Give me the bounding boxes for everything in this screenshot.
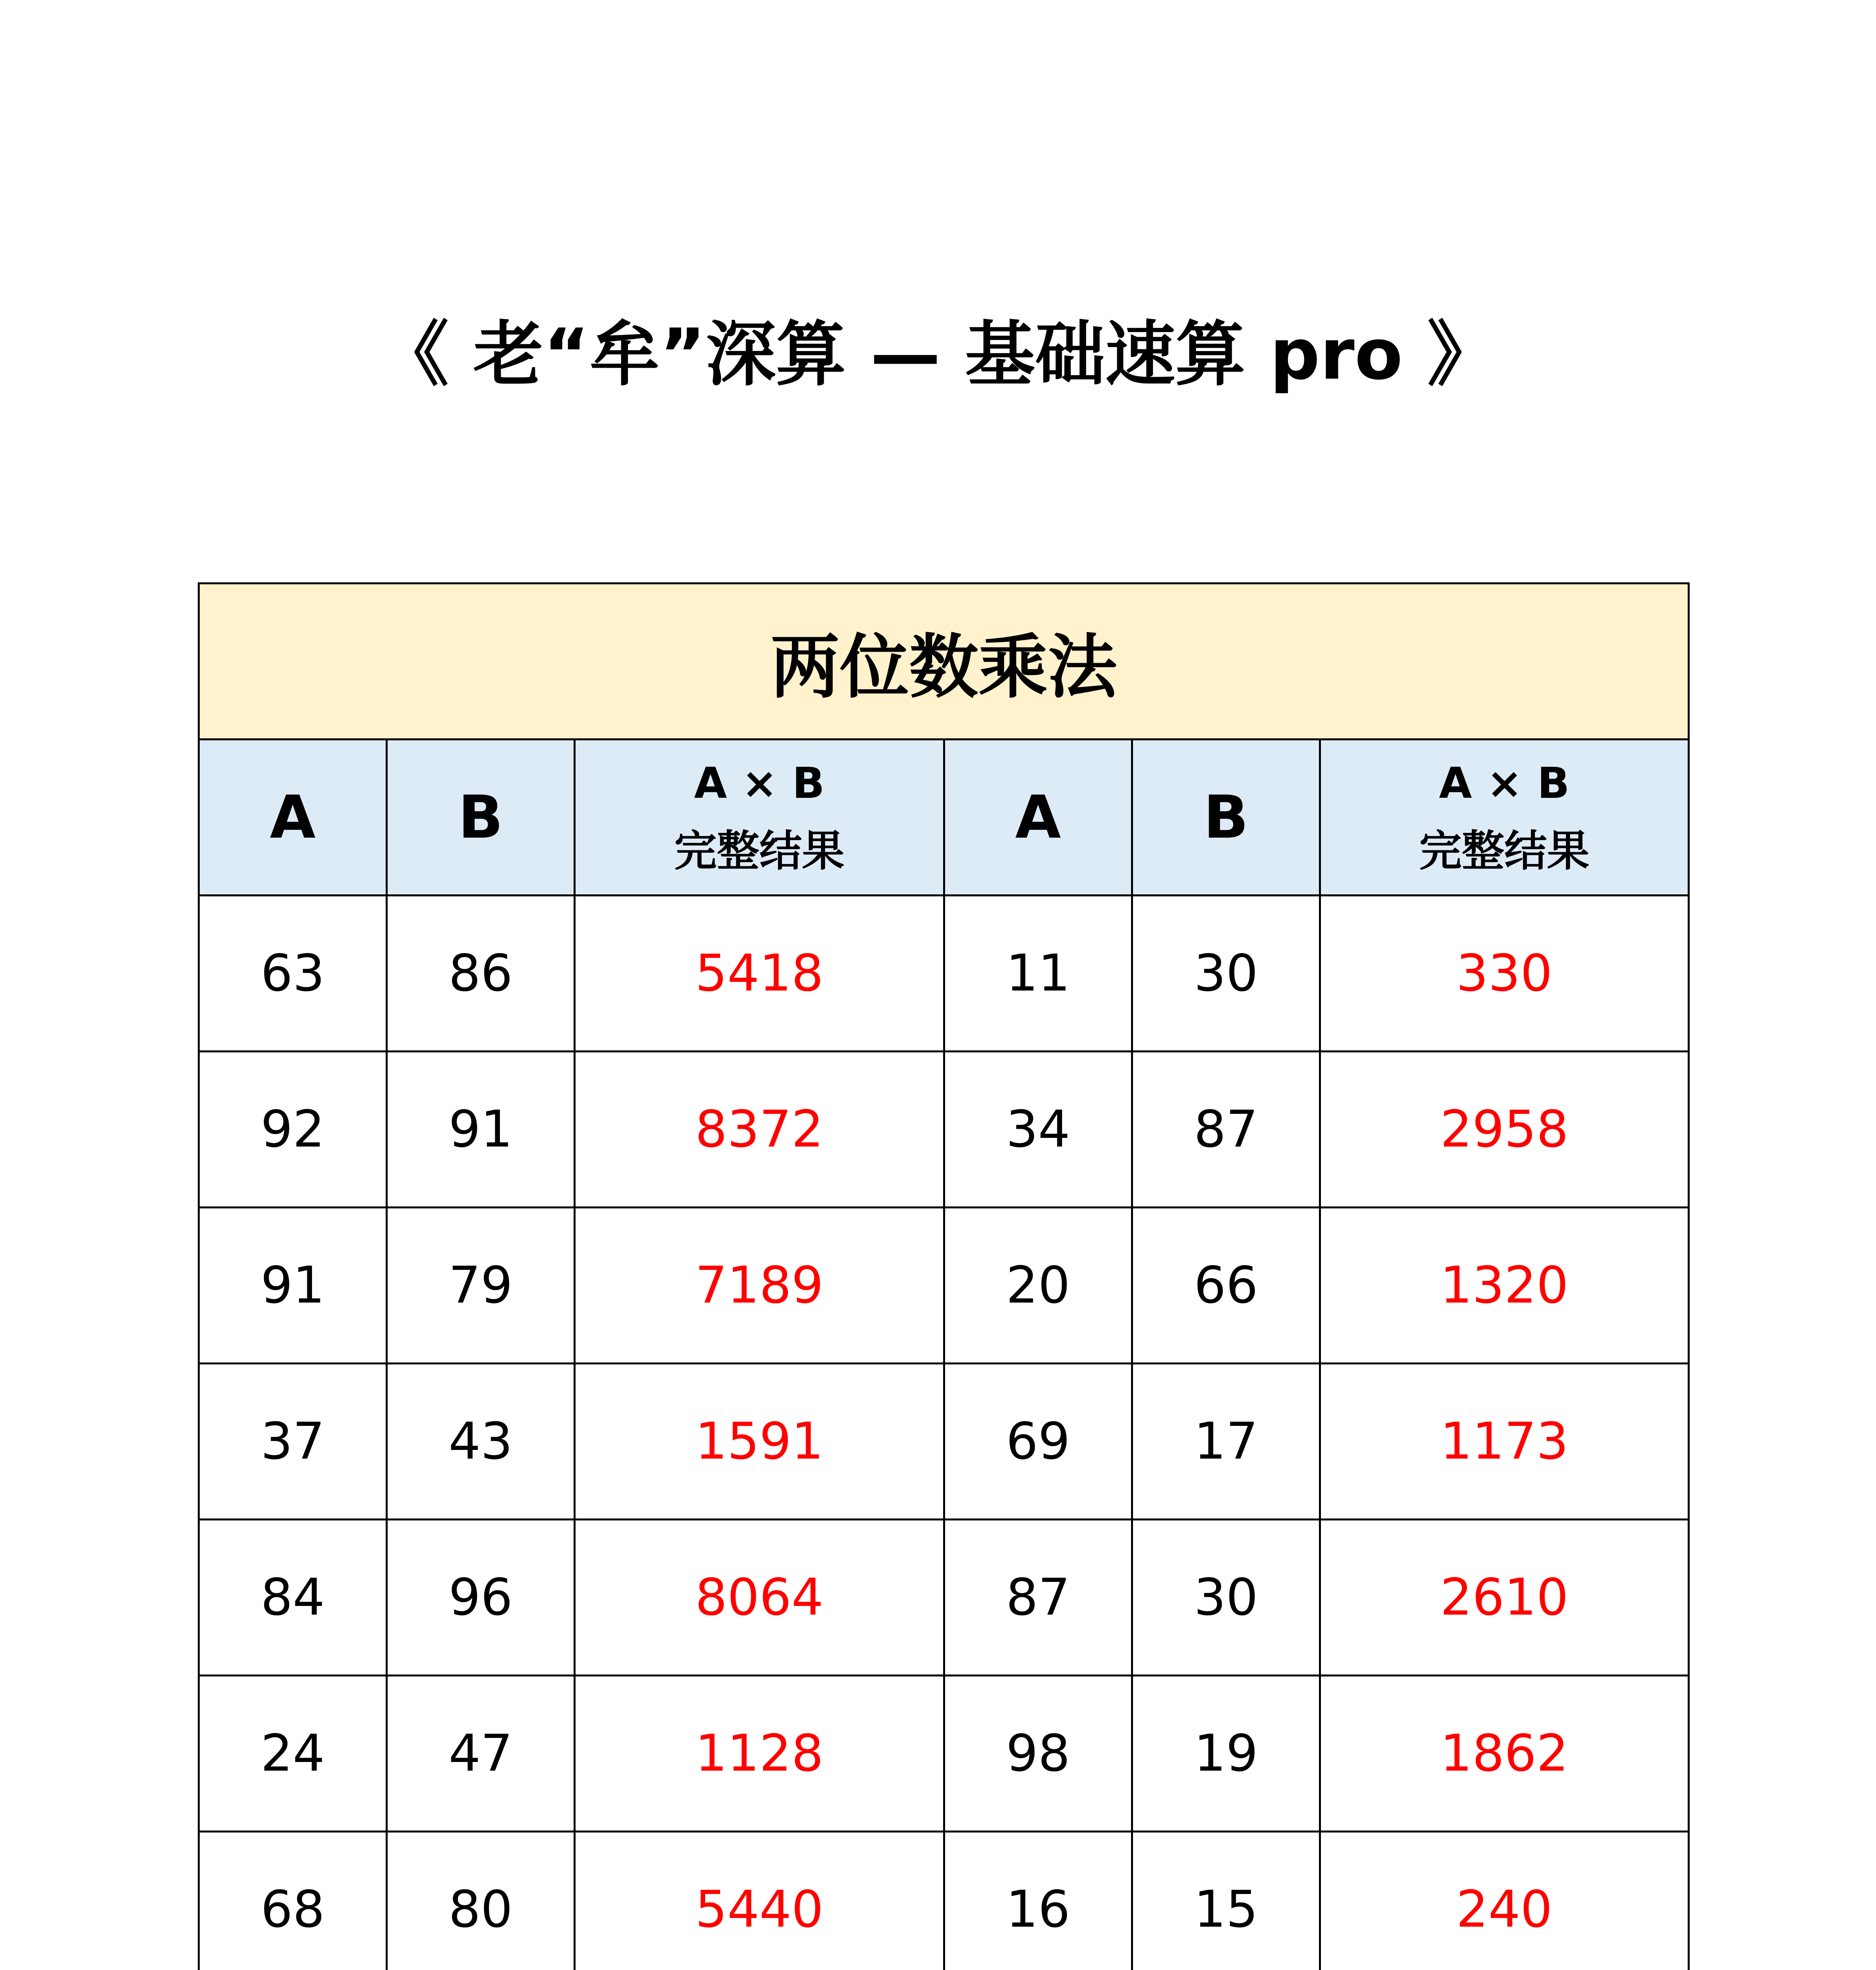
cell-a-left: 92 xyxy=(199,1052,387,1208)
table-row xyxy=(199,1676,1689,1832)
cell-product-right: 330 xyxy=(1320,896,1689,1052)
table-banner: 两位数乘法 xyxy=(199,584,1689,740)
cell-a-left: 24 xyxy=(199,1676,387,1832)
cell-a-left: 63 xyxy=(199,896,387,1052)
page-title: 《 老“牟”深算 — 基础速算 pro 》 xyxy=(379,314,1497,395)
header-product-right-formula: A × B xyxy=(1439,758,1570,808)
table-row xyxy=(199,1832,1689,1970)
cell-a-left: 91 xyxy=(199,1208,387,1364)
cell-product-right: 2958 xyxy=(1320,1052,1689,1208)
cell-b-left: 80 xyxy=(387,1832,575,1970)
table-row xyxy=(199,1364,1689,1520)
cell-product-right: 240 xyxy=(1320,1832,1689,1970)
cell-product-left: 8372 xyxy=(575,1052,944,1208)
cell-a-right: 34 xyxy=(944,1052,1132,1208)
header-product-right-caption: 完整结果 xyxy=(1419,826,1590,876)
cell-b-right: 87 xyxy=(1132,1052,1320,1208)
cell-b-left: 91 xyxy=(387,1052,575,1208)
cell-a-left: 37 xyxy=(199,1364,387,1520)
cell-a-right: 11 xyxy=(944,896,1132,1052)
cell-product-left: 8064 xyxy=(575,1520,944,1676)
table-row xyxy=(199,1052,1689,1208)
cell-product-right: 2610 xyxy=(1320,1520,1689,1676)
cell-product-left: 5418 xyxy=(575,896,944,1052)
cell-b-right: 19 xyxy=(1132,1676,1320,1832)
header-b-left: B xyxy=(387,740,575,896)
banner-row xyxy=(199,584,1689,740)
table-row xyxy=(199,1520,1689,1676)
cell-b-left: 86 xyxy=(387,896,575,1052)
cell-product-left: 1128 xyxy=(575,1676,944,1832)
header-a-left: A xyxy=(199,740,387,896)
cell-b-right: 30 xyxy=(1132,1520,1320,1676)
cell-a-right: 98 xyxy=(944,1676,1132,1832)
header-product-right xyxy=(1320,740,1689,896)
header-product-left-caption: 完整结果 xyxy=(674,826,845,876)
cell-product-left: 1591 xyxy=(575,1364,944,1520)
cell-b-right: 66 xyxy=(1132,1208,1320,1364)
header-b-right: B xyxy=(1132,740,1320,896)
header-row xyxy=(199,740,1689,896)
cell-a-left: 84 xyxy=(199,1520,387,1676)
cell-product-right: 1320 xyxy=(1320,1208,1689,1364)
header-product-left-formula: A × B xyxy=(694,758,825,808)
cell-product-left: 5440 xyxy=(575,1832,944,1970)
cell-a-left: 68 xyxy=(199,1832,387,1970)
header-a-right: A xyxy=(944,740,1132,896)
multiplication-table xyxy=(198,582,1690,1970)
table-row xyxy=(199,896,1689,1052)
cell-b-left: 79 xyxy=(387,1208,575,1364)
cell-product-right: 1173 xyxy=(1320,1364,1689,1520)
cell-b-right: 17 xyxy=(1132,1364,1320,1520)
cell-a-right: 69 xyxy=(944,1364,1132,1520)
cell-b-right: 30 xyxy=(1132,896,1320,1052)
cell-b-left: 43 xyxy=(387,1364,575,1520)
cell-b-right: 15 xyxy=(1132,1832,1320,1970)
cell-a-right: 16 xyxy=(944,1832,1132,1970)
cell-b-left: 47 xyxy=(387,1676,575,1832)
cell-product-right: 1862 xyxy=(1320,1676,1689,1832)
table-row xyxy=(199,1208,1689,1364)
cell-b-left: 96 xyxy=(387,1520,575,1676)
cell-a-right: 87 xyxy=(944,1520,1132,1676)
cell-product-left: 7189 xyxy=(575,1208,944,1364)
header-product-left xyxy=(575,740,944,896)
cell-a-right: 20 xyxy=(944,1208,1132,1364)
